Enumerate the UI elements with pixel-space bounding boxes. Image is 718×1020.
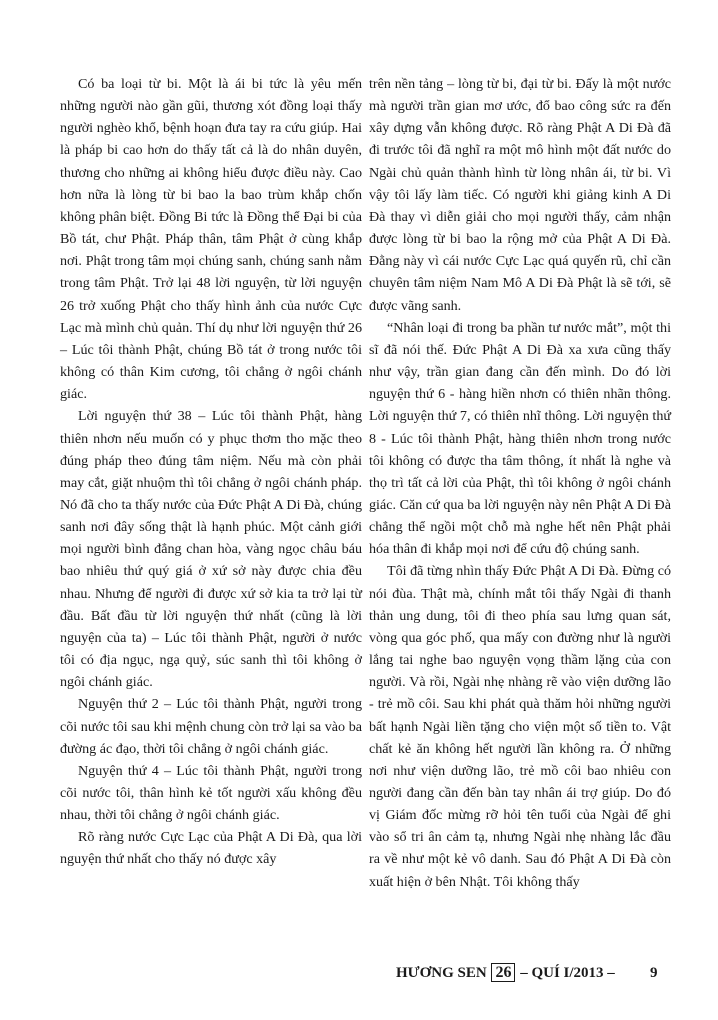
paragraph: Lời nguyện thứ 38 – Lúc tôi thành Phật, hàng thiên nhơn nếu muốn có y phục thơm tho mặc theo đúng pháp theo đúng tâm niệm. Nếu mà còn phải may cắt, giặt nhuộm thì tôi chẳng ở ngôi chánh pháp. Nó đã cho ta thấy nước của Đức Phật A Di Đà, chúng sanh nơi đây sống thật là hạnh phúc. Một cảnh giới mọi người bình đẳng chan hòa, vàng ngọc châu báu bao nhiêu thứ quý giá ở xứ sở này được chia đều nhau. Nhưng để người đi được xứ sở kia ta trở lại từ đầu. Bất đầu từ lời nguyện thứ nhất (cũng là lời nguyện của ta) – Lúc tôi thành Phật, người ở nước tôi có địa ngục, ngạ quỷ, súc sanh thì tôi không ở ngôi chánh giác. [60, 408, 362, 691]
paragraph: trên nền tảng – lòng từ bi, đại từ bi. Đấy là một nước mà người trần gian mơ ước, đổ bao công sức ra đến xây dựng vẫn không được. Rõ ràng Phật A Di Đà đã đi trước tôi đã nghĩ ra một mô hình một đất nước do Ngài chủ quản thành hình từ lòng nhân ái, từ bi. Vì vậy tôi lấy làm tiếc. Có người khi giảng kinh A Di Đà thay vì diễn giải cho mọi người thấy, cảm nhận được lòng từ bi bao la rộng mở của Phật A Di Đà. Đằng này vì cái nước Cực Lạc quá quyến rũ, chỉ cần chuyên tâm niệm Nam Mô A Di Đà Phật là sẽ tới, sẽ được vãng sanh. [369, 76, 671, 314]
paragraph: Rõ ràng nước Cực Lạc của Phật A Di Đà, qua lời nguyện thứ nhất cho thấy nó được xây [60, 829, 362, 868]
paragraph: “Nhân loại đi trong ba phần tư nước mắt”, một thi sĩ đã nói thế. Đức Phật A Di Đà xa xưa cũng thấy như vậy, trần gian đang cần đến mình. Do đó lời nguyện thứ 6 - hàng hiền nhơn có thiên nhãn thông. Lời nguyện thứ 7, có thiên nhĩ thông. Lời nguyện thứ 8 - Lúc tôi thành Phật, hàng thiên nhơn trong nước tôi không có được tha tâm thông, ít nhất là nghe và thọ trì tất cả lời của Phật, thì tôi không ở ngôi chánh giác. Căn cứ qua ba lời nguyện này nên Phật A Di Đà chẳng thể ngồi một chỗ mà nghe hết nên Phật phải hóa thân đi khắp mọi nơi để cứu độ chúng sanh. [369, 319, 671, 558]
page-footer [396, 963, 658, 983]
left-column [60, 73, 362, 871]
paragraph: Nguyện thứ 4 – Lúc tôi thành Phật, người trong cõi nước tôi, thân hình kẻ tốt người xấu không đều nhau, thời tôi chẳng ở ngôi chánh giác. [60, 762, 362, 824]
magazine-title: HƯƠNG SEN [396, 965, 487, 981]
paragraph: Tôi đã từng nhìn thấy Đức Phật A Di Đà. Đừng có nói đùa. Thật mà, chính mắt tôi thấy Ngài đi thanh thản ung dung, tôi đi theo phía sau lưng quan sát, vòng qua góc phố, qua mấy con đường như là người lắng tai nghe bao nguyện vọng thầm lặng của con người. Và rồi, Ngài nhẹ nhàng rẽ vào viện dưỡng lão - trẻ mồ côi. Sau khi phát quà thăm hỏi những người bất hạnh Ngài liền tặng cho viện một số tiền to. Vật chất kẻ ăn không hết người lần không ra. Ở những nơi như viện dưỡng lão, trẻ mồ côi bao nhiêu con người đang cần đến bàn tay nhân ái trợ giúp. Do đó vị Giám đốc mừng rỡ hỏi tên tuổi của Ngài để ghi vào sổ tri ân cảm tạ, nhưng Ngài nhẹ nhàng lắc đầu ra về như một kẻ vô danh. Sau đó Phật A Di Đà còn xuất hiện ở bên Nhật. Tôi không thấy [369, 563, 671, 890]
issue-label: – QUÍ I/2013 – [520, 965, 615, 981]
issue-number-badge: 26 [491, 963, 515, 982]
paragraph: Nguyện thứ 2 – Lúc tôi thành Phật, người trong cõi nước tôi sau khi mệnh chung còn trở lại sa vào ba đường ác đạo, thời tôi chẳng ở ngôi chánh giác. [60, 696, 362, 757]
paragraph: Có ba loại từ bi. Một là ái bi tức là yêu mến những người nào gần gũi, thương xót đồng loại thấy người nghèo khổ, bệnh hoạn đưa tay ra cứu giúp. Hai là pháp bi cao hơn do thấy tất cả là do nhân duyên, thương cho những ai không hiểu được điều này. Cao hơn nữa là lòng từ bi bao la bao trùm khắp chốn không phân biệt. Đồng Bi tức là Đồng thể Đại bi của Bồ tát, chư Phật. Pháp thân, tâm Phật ở cùng khắp nơi. Phật trong tâm mọi chúng sanh, chúng sanh nằm trong tâm Phật. Trở lại 48 lời nguyện, từ lời nguyện 26 trở xuống Phật cho thấy hình ảnh của nước Cực Lạc mà mình chủ quản. Thí dụ như lời nguyện thứ 26 – Lúc tôi thành Phật, chúng Bồ tát ở trong nước tôi không có thân Kim cương, tôi chẳng ở ngôi chánh giác. [60, 76, 362, 403]
page-number: 9 [650, 965, 658, 981]
right-column [369, 73, 671, 893]
